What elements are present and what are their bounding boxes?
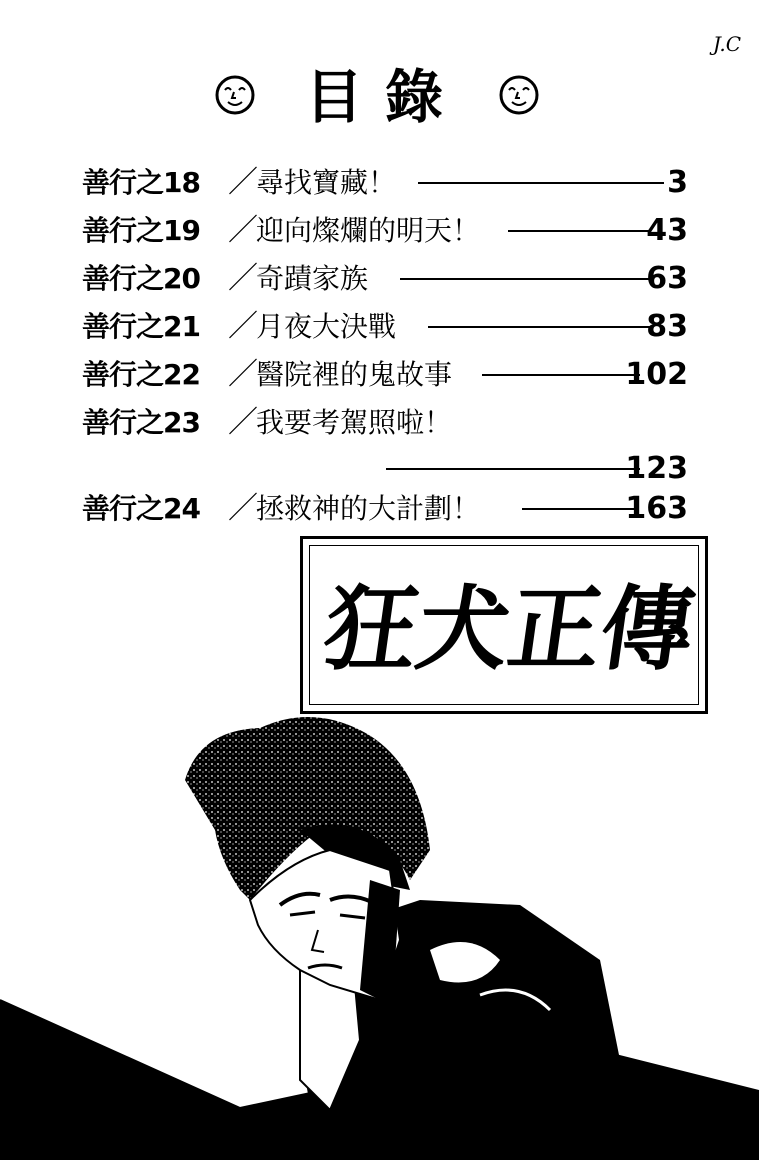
chapter-number: 善行之23	[82, 406, 200, 439]
chapter-number: 善行之24	[82, 492, 200, 525]
separator: ／	[228, 491, 258, 526]
chapter-title: 拯救神的大計劃！	[256, 492, 481, 525]
separator: ／	[228, 309, 258, 344]
scanner-tag: J.C	[712, 32, 741, 56]
chapter-number: 善行之22	[82, 358, 200, 391]
page-number: 102	[625, 357, 688, 392]
page-number: 3	[667, 165, 688, 200]
chapter-title: 迎向燦爛的明天！	[256, 214, 481, 247]
separator: ／	[228, 405, 258, 440]
chapter-number: 善行之21	[82, 310, 200, 343]
chapter-title: 奇蹟家族	[256, 262, 369, 295]
logo-text: 狂犬正傳	[317, 575, 701, 683]
page-number: 43	[646, 213, 688, 248]
page-number: 63	[646, 261, 688, 296]
page-number: 163	[625, 491, 688, 526]
chapter-number: 善行之20	[82, 262, 200, 295]
separator: ／	[228, 165, 258, 200]
chapter-title: 尋找寶藏！	[256, 166, 397, 199]
chapter-title: 月夜大決戰	[256, 310, 397, 343]
chapter-number: 善行之19	[82, 214, 200, 247]
separator: ／	[228, 261, 258, 296]
chapter-title: 我要考駕照啦！	[256, 406, 453, 439]
separator: ／	[228, 357, 258, 392]
page-number: 123	[625, 451, 688, 486]
toc-title: 目錄	[304, 63, 465, 131]
chapter-number: 善行之18	[82, 166, 200, 199]
page-number: 83	[646, 309, 688, 344]
separator: ／	[228, 213, 258, 248]
chapter-title: 醫院裡的鬼故事	[256, 358, 453, 391]
